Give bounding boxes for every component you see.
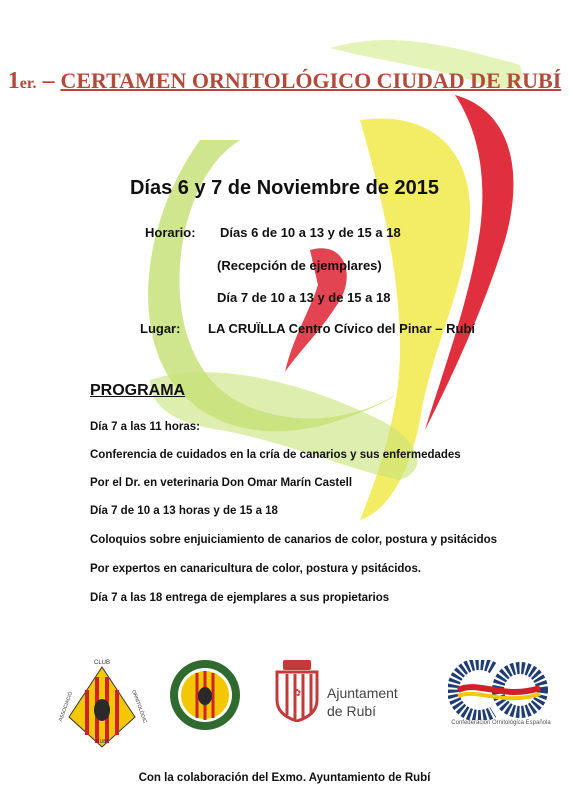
event-title — [0, 68, 569, 95]
confederacion-logo — [448, 660, 548, 720]
horario-line-3: Día 7 de 10 a 13 y de 15 a 18 — [217, 290, 391, 305]
title-ordinal: er. — [19, 75, 37, 92]
lugar-label: Lugar: — [140, 321, 181, 336]
ajuntament-text — [327, 684, 398, 720]
footer-credit: Con la colaboración del Exmo. Ayuntamiento de Rubí — [138, 772, 431, 784]
programa-item: Por el Dr. en veterinaria Don Omar Marín Castell — [90, 477, 353, 489]
programa-heading: PROGRAMA — [90, 382, 186, 399]
horario-line-2: (Recepción de ejemplares) — [217, 258, 382, 273]
federacio-seal-logo — [168, 658, 243, 733]
svg-text:✿: ✿ — [292, 688, 302, 699]
event-dates: Días 6 y 7 de Noviembre de 2015 — [129, 177, 440, 199]
programa-item: Día 7 a las 18 entrega de ejemplares a sus propietarios — [90, 592, 390, 604]
programa-item: Por expertos en canaricultura de color, postura y psitácidos. — [90, 563, 422, 575]
title-number: 1 — [7, 68, 20, 94]
programa-item: Día 7 de 10 a 13 horas y de 15 a 18 — [90, 505, 278, 517]
club-logo-right-text: ORNITOLÒGIC — [130, 689, 148, 725]
club-ornitologic-logo — [55, 655, 150, 750]
confederacion-mark: CO — [498, 692, 501, 694]
lugar-value: LA CRUÏLLA Centro Cívico del Pinar – Rubí — [208, 321, 476, 336]
club-logo-bottom-text: RUBÍ — [96, 739, 108, 745]
horario-line-1: Días 6 de 10 a 13 y de 15 a 18 — [220, 225, 401, 240]
club-logo-left-text: ASSOCIACIÓ — [57, 691, 75, 723]
ajuntament-line-2: de Rubí — [327, 703, 377, 719]
title-main: CERTAMEN ORNITOLÓGICO CIUDAD DE RUBÍ — [60, 68, 562, 93]
ajuntament-rubi-shield — [273, 660, 321, 722]
ajuntament-line-1: Ajuntament — [327, 685, 398, 701]
horario-label: Horario: — [145, 225, 196, 240]
club-logo-top-text: CLUB — [93, 660, 111, 666]
programa-item: Coloquios sobre enjuiciamiento de canarios de color, postura y psitácidos — [90, 534, 498, 546]
programa-item: Día 7 a las 11 horas: — [90, 421, 200, 433]
confederacion-caption: Confederación Ornitológica Española — [451, 720, 551, 726]
programa-item: Conferencia de cuidados en la cría de canarios y sus enfermedades — [90, 449, 461, 461]
title-dash: – — [42, 68, 55, 94]
